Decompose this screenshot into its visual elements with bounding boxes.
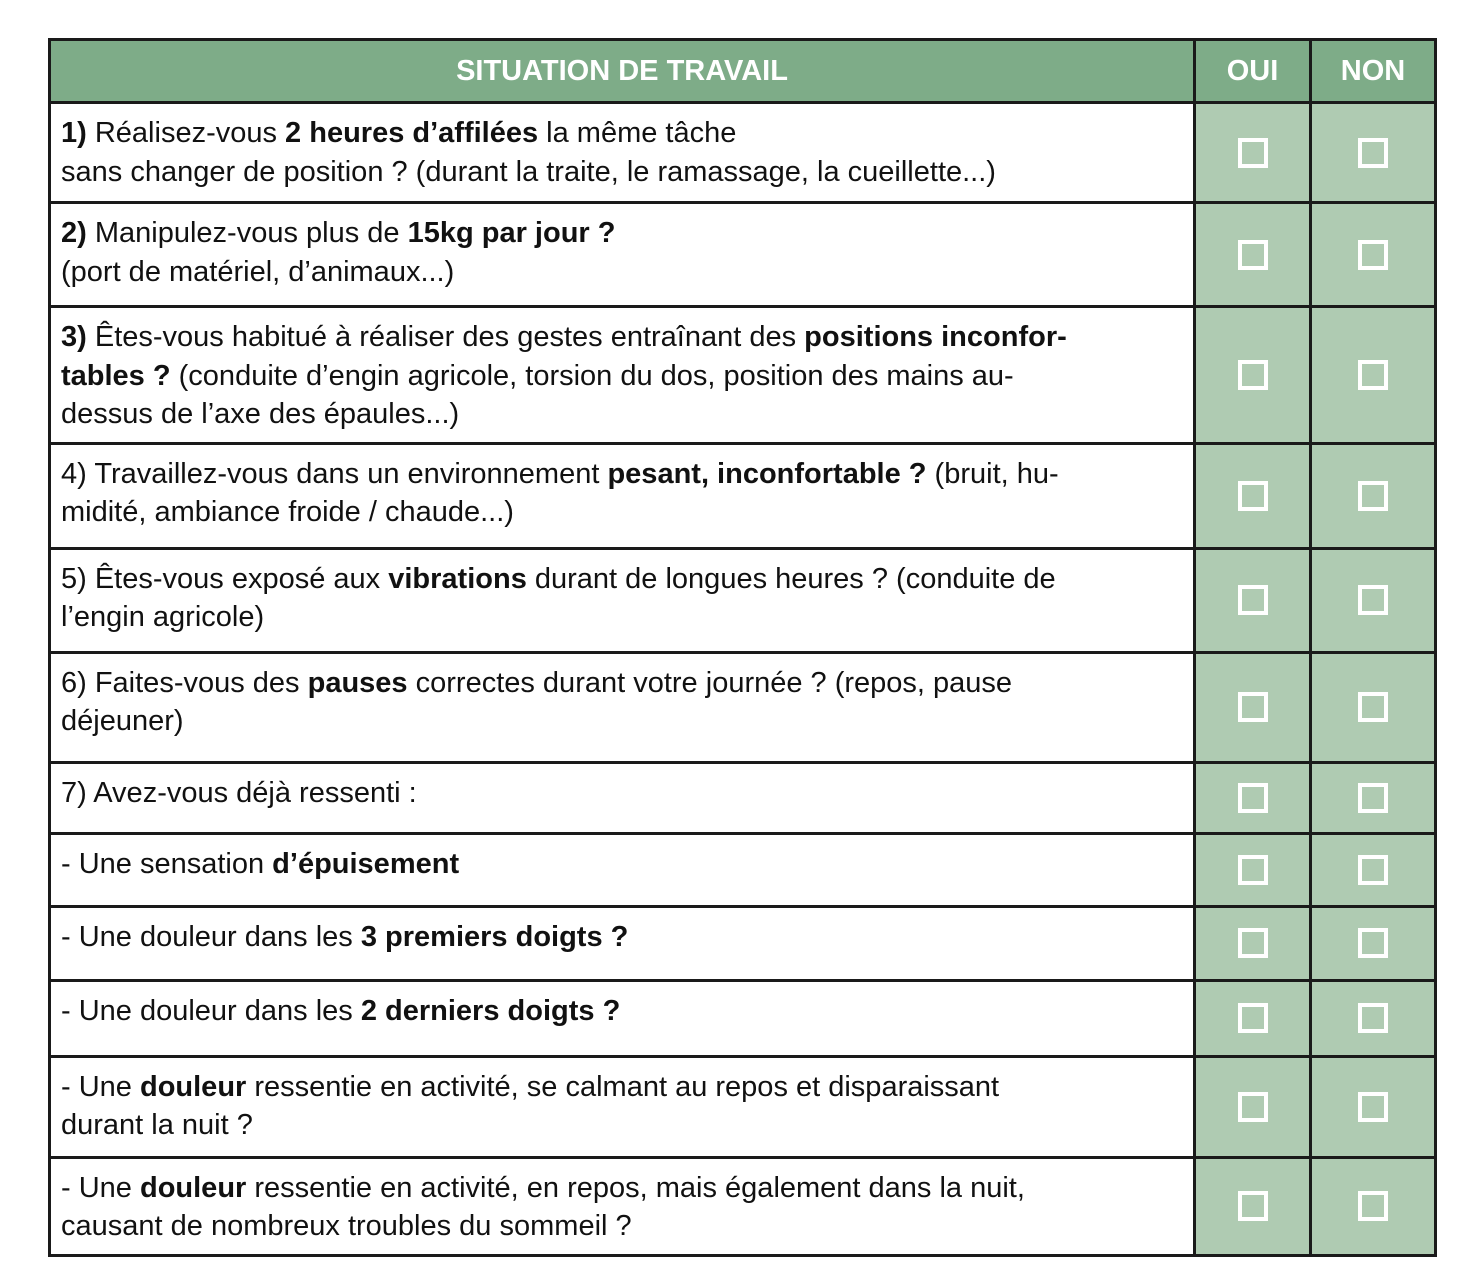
question-row [50,548,1436,652]
checkbox-non-icon[interactable] [1358,928,1388,958]
question-emphasis: 1) [61,117,87,149]
checkbox-oui-icon[interactable] [1238,928,1268,958]
question-text [50,762,1195,833]
question-row [50,980,1436,1056]
checkbox-cell-non [1311,1157,1436,1255]
checkbox-cell-oui [1195,307,1311,444]
checkbox-cell-oui [1195,980,1311,1056]
question-text [50,906,1195,980]
checkbox-non-icon[interactable] [1358,138,1388,168]
checkbox-oui-icon[interactable] [1238,1092,1268,1122]
question-fragment: l’engin agricole) [61,601,265,633]
question-text [50,443,1195,548]
question-fragment: Réalisez-vous [86,117,286,149]
question-text [50,1157,1195,1255]
question-emphasis: douleur [139,1171,247,1204]
question-text [50,548,1195,652]
question-fragment: - Une douleur dans les [61,920,361,953]
checkbox-cell-non [1311,833,1436,906]
header-situation: SITUATION DE TRAVAIL [50,40,1195,103]
question-emphasis: 3 premiers doigts ? [360,920,629,953]
question-fragment: ressentie en activité, en repos, mais également dans la nuit, [246,1171,1025,1204]
question-text [50,103,1195,203]
question-row [50,203,1436,307]
question-text [50,203,1195,307]
question-fragment: - Une sensation [61,847,273,880]
question-fragment: correctes durant votre journée ? (repos, pause [407,666,1013,699]
checkbox-non-icon[interactable] [1358,585,1388,615]
question-emphasis: douleur [139,1070,247,1103]
question-emphasis: d’épuisement [272,847,460,880]
question-fragment: midité, ambiance froide / chaude...) [61,496,514,528]
checkbox-non-icon[interactable] [1358,855,1388,885]
checkbox-oui-icon[interactable] [1238,783,1268,813]
checkbox-cell-oui [1195,906,1311,980]
checkbox-oui-icon[interactable] [1238,585,1268,615]
question-text [50,307,1195,444]
checkbox-cell-oui [1195,833,1311,906]
question-row [50,307,1436,444]
table-header-row [50,40,1436,103]
question-emphasis: 2 derniers doigts ? [360,994,621,1027]
question-fragment: durant la nuit ? [61,1109,253,1141]
checkbox-cell-oui [1195,1157,1311,1255]
checkbox-cell-oui [1195,548,1311,652]
question-text [50,833,1195,906]
question-fragment: durant de longues heures ? (conduite de [526,562,1056,595]
checkbox-cell-non [1311,548,1436,652]
checkbox-non-icon[interactable] [1358,240,1388,270]
checkbox-oui-icon[interactable] [1238,855,1268,885]
question-emphasis: positions inconfor- [804,321,1067,353]
checkbox-cell-non [1311,980,1436,1056]
checkbox-cell-non [1311,307,1436,444]
question-row [50,1157,1436,1255]
checkbox-oui-icon[interactable] [1238,240,1268,270]
question-fragment: - Une douleur dans les [61,994,361,1027]
checkbox-non-icon[interactable] [1358,481,1388,511]
checkbox-cell-non [1311,762,1436,833]
checkbox-cell-oui [1195,203,1311,307]
question-emphasis: tables ? [61,359,171,392]
header-non: NON [1311,40,1436,103]
question-fragment: Manipulez-vous plus de [86,217,408,249]
checkbox-non-icon[interactable] [1358,1003,1388,1033]
question-row [50,1056,1436,1157]
checkbox-cell-oui [1195,652,1311,762]
question-text [50,980,1195,1056]
question-fragment: déjeuner) [61,705,184,737]
question-emphasis: 2) [61,217,87,249]
question-fragment: la même tâche [538,117,737,149]
question-emphasis: 2 heures d’affilées [285,117,539,149]
checkbox-non-icon[interactable] [1358,360,1388,390]
checkbox-non-icon[interactable] [1358,1191,1388,1221]
question-emphasis: vibrations [388,562,527,595]
question-row [50,762,1436,833]
question-emphasis: pesant, inconfortable ? [607,457,927,490]
question-emphasis: pauses [307,666,408,699]
checkbox-cell-non [1311,443,1436,548]
question-fragment: 5) Êtes-vous exposé aux [61,562,389,595]
checkbox-oui-icon[interactable] [1238,692,1268,722]
checkbox-non-icon[interactable] [1358,1092,1388,1122]
question-fragment: (port de matériel, d’animaux...) [61,255,455,288]
question-row [50,833,1436,906]
checkbox-oui-icon[interactable] [1238,1191,1268,1221]
question-text [50,1056,1195,1157]
checkbox-oui-icon[interactable] [1238,138,1268,168]
question-emphasis: 15kg par jour ? [407,217,616,249]
question-fragment: - Une [61,1171,140,1204]
checkbox-cell-oui [1195,103,1311,203]
work-situation-table [48,38,1437,1257]
checkbox-non-icon[interactable] [1358,783,1388,813]
checkbox-cell-oui [1195,443,1311,548]
question-text [50,652,1195,762]
checkbox-cell-oui [1195,762,1311,833]
checkbox-cell-oui [1195,1056,1311,1157]
question-fragment: 4) Travaillez-vous dans un environnement [61,457,608,490]
checkbox-cell-non [1311,906,1436,980]
checkbox-oui-icon[interactable] [1238,360,1268,390]
question-fragment: sans changer de position ? (durant la traite, le ramassage, la cueillette...) [61,155,996,188]
question-row [50,443,1436,548]
checkbox-cell-non [1311,203,1436,307]
checkbox-cell-non [1311,103,1436,203]
question-fragment: dessus de l’axe des épaules...) [61,398,460,430]
question-fragment: (bruit, hu- [926,457,1059,490]
question-row [50,652,1436,762]
checkbox-cell-non [1311,1056,1436,1157]
header-oui: OUI [1195,40,1311,103]
question-fragment: causant de nombreux troubles du sommeil ? [61,1210,632,1242]
question-fragment: (conduite d’engin agricole, torsion du dos, position des mains au- [170,359,1014,392]
question-emphasis: 3) [61,321,87,353]
question-fragment: 6) Faites-vous des [61,666,308,699]
checkbox-non-icon[interactable] [1358,692,1388,722]
checkbox-oui-icon[interactable] [1238,1003,1268,1033]
question-row [50,103,1436,203]
question-row [50,906,1436,980]
question-fragment: - Une [61,1070,140,1103]
question-fragment: Êtes-vous habitué à réaliser des gestes entraînant des [86,321,805,353]
checkbox-oui-icon[interactable] [1238,481,1268,511]
question-fragment: 7) Avez-vous déjà ressenti : [61,776,417,809]
question-fragment: ressentie en activité, se calmant au repos et disparaissant [246,1070,1000,1103]
checkbox-cell-non [1311,652,1436,762]
